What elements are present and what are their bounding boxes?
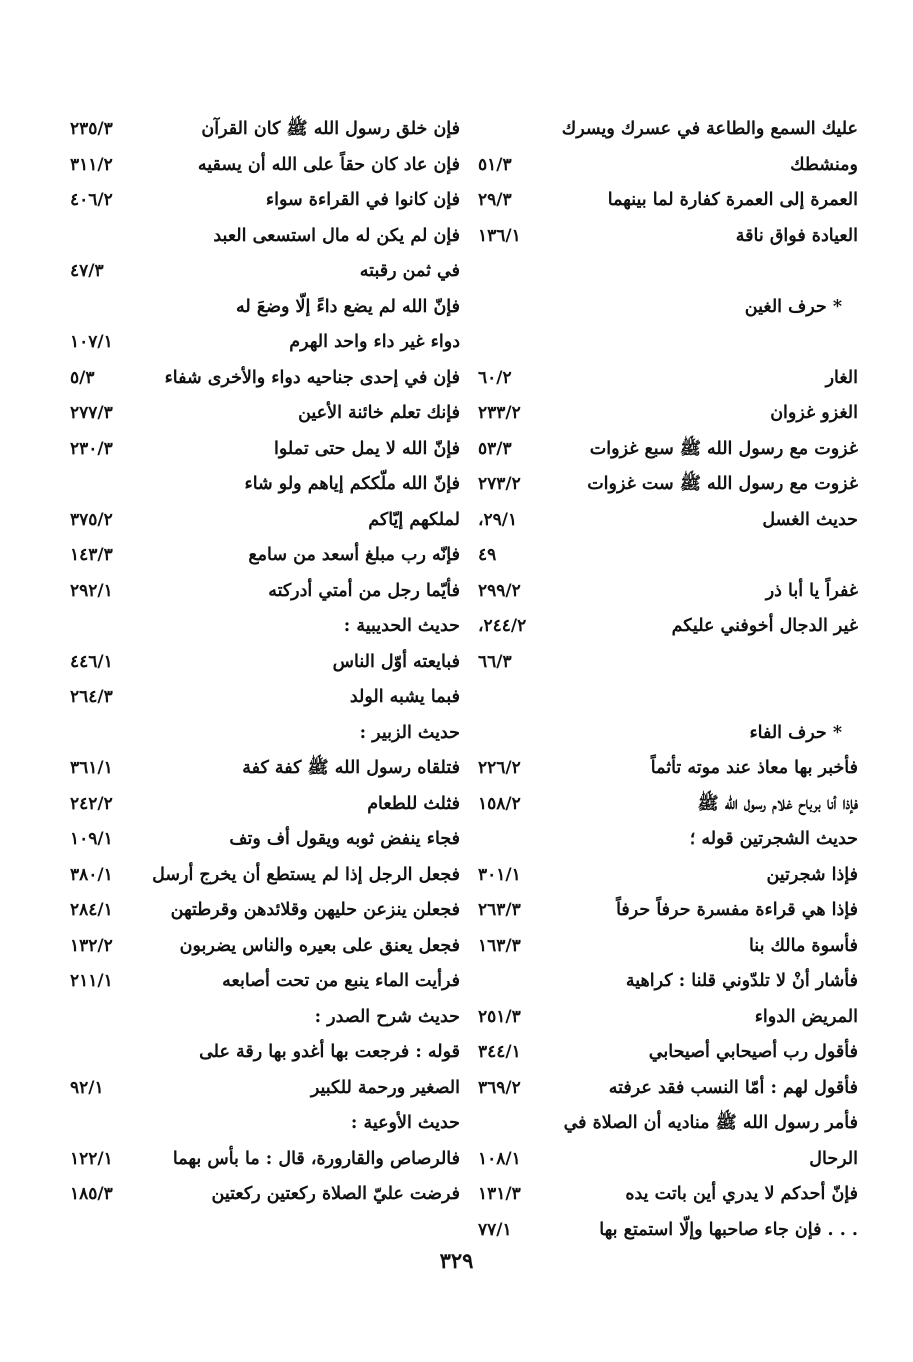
- index-entry: [478, 112, 858, 148]
- index-entry: [478, 467, 858, 503]
- index-entry: [478, 574, 858, 610]
- index-entry: [478, 893, 858, 929]
- index-entry: [70, 254, 460, 290]
- entry-text: فإن لم يكن له مال استسعى العبد: [213, 225, 460, 246]
- entry-reference: ٦٦/٣: [478, 651, 512, 672]
- entry-text: فإن خلق رسول الله ﷺ كان القرآن: [201, 119, 460, 139]
- entry-text: فجاء ينفض ثوبه ويقول أف وتف: [229, 829, 460, 849]
- index-entry: [70, 503, 460, 539]
- entry-reference: ٢٨٤/١: [70, 900, 113, 920]
- index-entry: [478, 1142, 858, 1178]
- entry-reference: ٣٠١/١: [478, 864, 521, 885]
- entry-reference: ٥/٣: [70, 367, 95, 388]
- entry-reference: ١٠٩/١: [70, 829, 113, 849]
- entry-text: حديث شرح الصدر :: [314, 1006, 460, 1027]
- entry-text: فأسوة مالك بنا: [748, 935, 858, 956]
- entry-reference: ٣٦٩/٢: [478, 1077, 521, 1098]
- entry-reference: ١٢٢/١: [70, 1148, 113, 1169]
- right-index-column: [478, 112, 858, 1248]
- index-entry: [70, 787, 460, 823]
- index-entry: [478, 183, 858, 219]
- index-entry: [478, 1000, 858, 1036]
- entry-reference: ٢٥١/٣: [478, 1006, 521, 1027]
- entry-text: فإنّ الله لا يمل حتى تملوا: [274, 438, 460, 459]
- index-entry: [478, 787, 858, 823]
- index-entry: [70, 219, 460, 255]
- entry-text: فإن كانوا في القراءة سواء: [265, 190, 460, 210]
- entry-reference: ٤٠٦/٢: [70, 190, 113, 210]
- entry-text: حديث الأوعية :: [350, 1113, 460, 1133]
- index-entry: [478, 822, 858, 858]
- entry-reference: ٢١١/١: [70, 971, 113, 991]
- entry-text: فإنك تعلم خائنة الأعين: [298, 403, 460, 423]
- index-entry: [478, 1177, 858, 1213]
- entry-reference: ٢٣٥/٣: [70, 119, 113, 139]
- entry-text: فإذا شجرتين: [766, 864, 858, 885]
- entry-text: حديث الزبير :: [359, 722, 460, 743]
- index-entry: [70, 467, 460, 503]
- entry-reference: ٣٧٥/٢: [70, 509, 113, 530]
- entry-text: فرأيت الماء ينبع من تحت أصابعه: [222, 971, 460, 991]
- entry-reference: ٩٢/١: [70, 1077, 104, 1098]
- entry-reference: ٢٩/٣: [478, 190, 512, 210]
- entry-text: فبايعته أوّل الناس: [332, 651, 460, 672]
- entry-reference: ٣٤٤/١: [478, 1042, 521, 1062]
- index-entry: [478, 1035, 858, 1071]
- index-entry: [70, 645, 460, 681]
- index-entry: [70, 716, 460, 752]
- index-entry: [478, 219, 858, 255]
- index-entry: [70, 893, 460, 929]
- entry-reference: ١٣٢/٢: [70, 935, 113, 956]
- entry-reference: ٢٦٣/٣: [478, 900, 521, 920]
- entry-text: فجعلن ينزعن حليهن وقلائدهن وقرطتهن: [170, 900, 460, 920]
- index-entry: [478, 254, 858, 290]
- entry-text: حديث الغسل: [762, 509, 858, 530]
- entry-text: . . . فإن جاء صاحبها وإلّا استمتع بها: [599, 1219, 858, 1240]
- index-entry: [70, 964, 460, 1000]
- entry-reference: ٢٧٧/٣: [70, 403, 113, 423]
- entry-text: عليك السمع والطاعة في عسرك ويسرك: [561, 119, 858, 139]
- entry-reference: ٤٤٦/١: [70, 651, 113, 672]
- index-entry: [70, 325, 460, 361]
- entry-reference: ١٣٦/١: [478, 225, 521, 246]
- index-entry: [478, 680, 858, 716]
- entry-text: غير الدجال أخوفني عليكم: [671, 616, 858, 636]
- entry-text: فجعل يعنق على بعيره والناس يضربون: [179, 935, 460, 956]
- index-entry: [70, 822, 460, 858]
- entry-text: فتلقاه رسول الله ﷺ كفة كفة: [242, 758, 460, 778]
- entry-text: العيادة فواق ناقة: [735, 225, 858, 246]
- entry-text: فأيّما رجل من أمتي أدركته: [268, 580, 460, 601]
- index-entry: [478, 325, 858, 361]
- entry-text: فأقول رب أصيحابي أصيحابي: [648, 1042, 858, 1062]
- entry-reference: ٦٠/٢: [478, 367, 512, 388]
- entry-text: فأقول لهم : أمّا النسب فقد عرفته: [608, 1077, 858, 1098]
- entry-text: فجعل الرجل إذا لم يستطع أن يخرج أرسل: [152, 864, 460, 885]
- entry-text: قوله : فرجعت بها أغدو بها رقة على: [199, 1042, 460, 1062]
- index-entry: [478, 964, 858, 1000]
- index-entry: [70, 112, 460, 148]
- entry-text: فأشار أنْ لا تلدّوني قلنا : كراهية: [625, 971, 858, 991]
- entry-text: فإذا هي قراءة مفسرة حرفاً حرفاً: [616, 900, 858, 920]
- index-entry: [70, 148, 460, 184]
- entry-reference: ٥٣/٣: [478, 438, 512, 459]
- entry-reference: ٤٧/٣: [70, 261, 104, 281]
- entry-reference: ٢٤٤/٢،: [478, 616, 527, 636]
- left-index-column: [70, 112, 460, 1213]
- entry-reference: ١٣١/٣: [478, 1184, 521, 1204]
- index-entry: [70, 1106, 460, 1142]
- index-entry: [70, 361, 460, 397]
- index-entry: [70, 858, 460, 894]
- index-entry: [70, 1177, 460, 1213]
- entry-text: العمرة إلى العمرة كفارة لما بينهما: [607, 190, 858, 210]
- index-entry: [478, 148, 858, 184]
- entry-reference: ٢٧٣/٢: [478, 474, 521, 494]
- index-entry: [478, 1106, 858, 1142]
- entry-reference: ٢٣٣/٢: [478, 403, 521, 423]
- entry-reference: ١٦٣/٣: [478, 935, 521, 956]
- entry-text: فإذا أنا برباح غلام رسول الله ﷺ: [697, 793, 858, 814]
- entry-reference: ٢٩٩/٢: [478, 580, 521, 601]
- index-entry: [70, 1000, 460, 1036]
- index-entry: [478, 645, 858, 681]
- entry-text: فالرصاص والقارورة، قال : ما بأس بهما: [172, 1148, 460, 1169]
- entry-text: لملكهم إيّاكم: [368, 509, 460, 530]
- entry-text: فإنّ أحدكم لا يدري أين باتت يده: [625, 1184, 858, 1204]
- entry-text: الصغير ورحمة للكبير: [310, 1077, 460, 1098]
- index-entry: [70, 1142, 460, 1178]
- index-entry: [478, 858, 858, 894]
- section-heading-text: * حرف الغين: [744, 296, 842, 317]
- entry-reference: ١٥٨/٢: [478, 793, 521, 814]
- entry-text: حديث الشجرتين قوله ؛: [689, 829, 858, 849]
- index-entry: [70, 432, 460, 468]
- index-entry: [70, 751, 460, 787]
- entry-text: فإن في إحدى جناحيه دواء والأخرى شفاء: [164, 367, 460, 388]
- entry-reference: ٢٩٢/١: [70, 580, 113, 601]
- entry-reference: ١٤٣/٣: [70, 545, 113, 565]
- entry-reference: ٢٦٤/٣: [70, 687, 113, 707]
- index-entry: [70, 680, 460, 716]
- index-entry: [70, 290, 460, 326]
- entry-text: فإنّ الله ملّككم إياهم ولو شاء: [244, 474, 460, 494]
- entry-text: فإنّه رب مبلغ أسعد من سامع: [248, 545, 460, 565]
- entry-reference: ٢٢٦/٢: [478, 758, 521, 778]
- entry-text: فرضت عليّ الصلاة ركعتين ركعتين: [211, 1184, 460, 1204]
- index-entry: [70, 1071, 460, 1107]
- entry-text: غزوت مع رسول الله ﷺ سبع غزوات: [589, 438, 858, 459]
- index-entry: [70, 183, 460, 219]
- entry-reference: ٧٧/١: [478, 1219, 512, 1240]
- entry-text: المريض الدواء: [754, 1006, 858, 1027]
- entry-text: الغزو غزوان: [770, 403, 858, 423]
- index-entry: [70, 574, 460, 610]
- index-entry: [70, 609, 460, 645]
- entry-reference: ٤٩: [478, 545, 497, 565]
- entry-text: حديث الحديبية :: [343, 616, 460, 636]
- index-entry: [70, 1035, 460, 1071]
- entry-text: الرحال: [809, 1148, 858, 1169]
- entry-reference: ٥١/٣: [478, 154, 512, 175]
- entry-reference: ١٠٨/١: [478, 1148, 521, 1169]
- entry-text: فثلث للطعام: [367, 793, 460, 814]
- index-entry: [478, 361, 858, 397]
- entry-text: فإن عاد كان حقاً على الله أن يسقيه: [197, 154, 460, 175]
- page-number: ٣٢٩: [439, 1248, 474, 1273]
- entry-text: ومنشطك: [790, 154, 858, 175]
- index-entry: [478, 1071, 858, 1107]
- entry-text: غفراً يا أبا ذر: [765, 580, 858, 601]
- index-entry: [478, 609, 858, 645]
- entry-text: غزوت مع رسول الله ﷺ ست غزوات: [587, 474, 858, 494]
- entry-text: فأخبر بها معاذ عند موته تأثماً: [650, 758, 858, 778]
- entry-reference: ٢٩/١،: [478, 509, 518, 530]
- section-heading: [478, 290, 858, 326]
- index-entry: [478, 751, 858, 787]
- section-heading-text: * حرف الفاء: [749, 722, 842, 743]
- index-entry: [70, 929, 460, 965]
- entry-reference: ١٨٥/٣: [70, 1184, 113, 1204]
- index-entry: [478, 432, 858, 468]
- entry-reference: ٢٣٠/٣: [70, 438, 113, 459]
- entry-reference: ١٠٧/١: [70, 332, 113, 352]
- index-entry: [70, 396, 460, 432]
- entry-text: في ثمن رقبته: [359, 261, 460, 281]
- index-entry: [478, 503, 858, 539]
- index-entry: [70, 538, 460, 574]
- entry-text: فإنّ الله لم يضع داءً إلّا وضعَ له: [236, 296, 460, 317]
- entry-reference: ٣١١/٢: [70, 154, 113, 175]
- entry-text: فأمر رسول الله ﷺ مناديه أن الصلاة في: [563, 1113, 858, 1133]
- entry-reference: ٢٤٢/٢: [70, 793, 113, 814]
- index-entry: [478, 929, 858, 965]
- entry-reference: ٣٨٠/١: [70, 864, 113, 885]
- entry-text: الغار: [825, 367, 858, 388]
- entry-text: دواء غير داء واحد الهرم: [289, 332, 460, 352]
- section-heading: [478, 716, 858, 752]
- entry-reference: ٣٦١/١: [70, 758, 113, 778]
- index-entry: [478, 396, 858, 432]
- entry-text: فبما يشبه الولد: [349, 687, 460, 707]
- index-entry: [478, 538, 858, 574]
- index-entry: [478, 1213, 858, 1249]
